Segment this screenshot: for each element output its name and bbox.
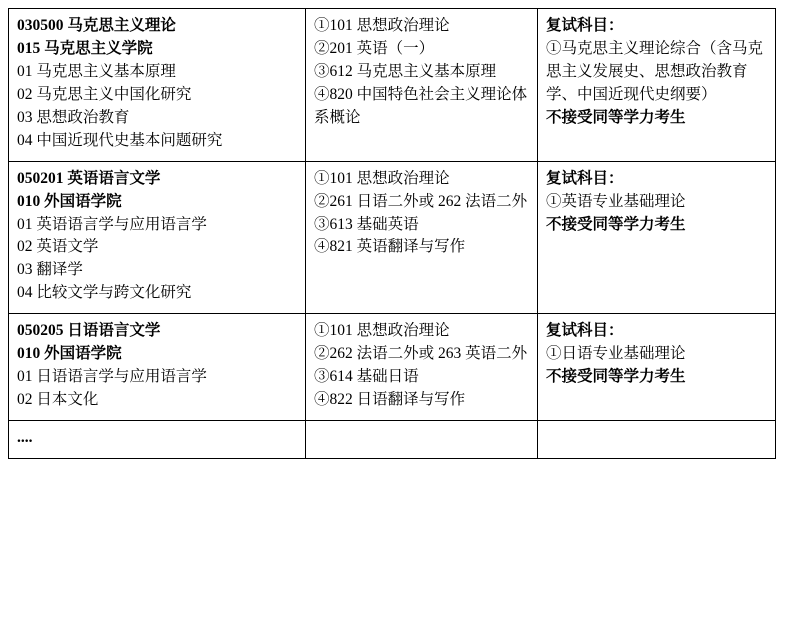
- retest-title: 复试科目：: [546, 17, 624, 34]
- research-direction: 01 马克思主义基本原理: [17, 62, 176, 80]
- exam-subject: ②201 英语（一）: [314, 39, 435, 57]
- major-cell: [9, 421, 306, 459]
- research-direction: 03 翻译学: [17, 261, 83, 279]
- research-direction: 02 日本文化: [17, 391, 99, 409]
- major-code-name-partial: ....: [17, 429, 33, 446]
- exam-subjects-cell: [306, 421, 538, 459]
- exam-subject: ③613 基础英语: [314, 215, 419, 233]
- exam-subject: ②262 法语二外或 263 英语二外: [314, 345, 528, 363]
- retest-cell: [538, 161, 776, 314]
- table-row-partial: [9, 421, 776, 459]
- research-direction: 04 比较文学与跨文化研究: [17, 284, 192, 302]
- major-code-name: 050201 英语语言文学: [17, 169, 161, 187]
- table-row: [9, 314, 776, 421]
- equal-ability-note: 不接受同等学力考生: [546, 215, 686, 233]
- exam-subject: ①101 思想政治理论: [314, 169, 450, 187]
- exam-subject: ④821 英语翻译与写作: [314, 238, 466, 256]
- retest-cell: [538, 9, 776, 162]
- exam-subject: ①101 思想政治理论: [314, 17, 450, 34]
- retest-cell: [538, 421, 776, 459]
- major-cell: [9, 161, 306, 314]
- research-direction: 01 英语语言学与应用语言学: [17, 215, 207, 233]
- research-direction: 01 日语语言学与应用语言学: [17, 368, 207, 386]
- major-cell: [9, 314, 306, 421]
- research-direction: 03 思想政治教育: [17, 108, 130, 126]
- college-name: 010 外国语学院: [17, 345, 122, 363]
- major-list-table: [8, 8, 776, 459]
- exam-subject: ③614 基础日语: [314, 368, 419, 386]
- retest-subject: ①英语专业基础理论: [546, 192, 686, 210]
- exam-subject: ④822 日语翻译与写作: [314, 391, 466, 409]
- exam-subjects-cell: [306, 314, 538, 421]
- retest-title: 复试科目：: [546, 322, 624, 340]
- exam-subjects-cell: [306, 161, 538, 314]
- major-code-name: 050205 日语语言文学: [17, 322, 161, 340]
- exam-subjects-cell: [306, 9, 538, 162]
- research-direction: 04 中国近现代史基本问题研究: [17, 131, 223, 149]
- equal-ability-note: 不接受同等学力考生: [546, 368, 686, 386]
- research-direction: 02 英语文学: [17, 238, 99, 256]
- equal-ability-note: 不接受同等学力考生: [546, 108, 686, 126]
- college-name: 015 马克思主义学院: [17, 39, 153, 57]
- retest-cell: [538, 314, 776, 421]
- research-direction: 02 马克思主义中国化研究: [17, 85, 192, 103]
- table-row: [9, 9, 776, 162]
- table-row: [9, 161, 776, 314]
- exam-subject: ④820 中国特色社会主义理论体系概论: [314, 85, 528, 126]
- major-cell: [9, 9, 306, 162]
- exam-subject: ①101 思想政治理论: [314, 322, 450, 340]
- retest-subject: ①马克思主义理论综合（含马克思主义发展史、思想政治教育学、中国近现代史纲要）: [546, 39, 764, 103]
- college-name: 010 外国语学院: [17, 192, 122, 210]
- exam-subject: ③612 马克思主义基本原理: [314, 62, 497, 80]
- retest-subject: ①日语专业基础理论: [546, 345, 686, 363]
- exam-subject: ②261 日语二外或 262 法语二外: [314, 192, 528, 210]
- retest-title: 复试科目：: [546, 169, 624, 187]
- major-code-name: 030500 马克思主义理论: [17, 17, 176, 34]
